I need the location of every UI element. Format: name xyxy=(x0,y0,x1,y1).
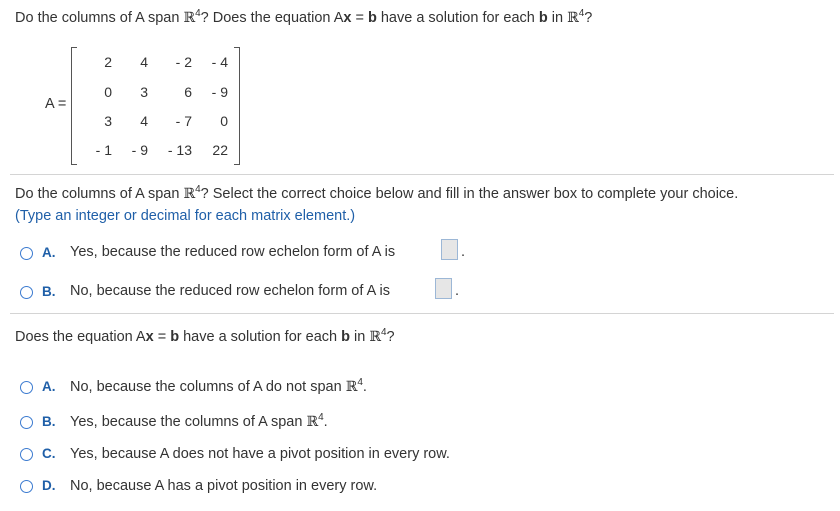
matrix-label: A = xyxy=(45,96,67,112)
choice-letter: D. xyxy=(42,478,56,493)
exponent: 4 xyxy=(578,8,585,19)
part2-prompt-text-3: in xyxy=(349,329,370,345)
matrix-cell: 4 xyxy=(140,113,148,129)
vector-x: x xyxy=(145,329,154,345)
real-numbers-symbol: ℝ xyxy=(183,186,196,202)
choice-period: . xyxy=(461,244,466,260)
radio-button[interactable] xyxy=(20,247,33,260)
vector-b: b xyxy=(538,10,548,26)
matrix-cell: - 9 xyxy=(211,84,228,100)
matrix-bracket-right xyxy=(234,47,240,165)
choice-text xyxy=(70,379,367,395)
real-numbers-symbol: ℝ xyxy=(369,329,381,345)
choice-letter: B. xyxy=(42,414,56,429)
part2-prompt-text-2: have a solution for each xyxy=(179,329,342,345)
matrix-cell: 0 xyxy=(220,113,228,129)
choice-period: . xyxy=(455,283,460,299)
exponent: 4 xyxy=(380,327,387,338)
section-divider xyxy=(10,313,834,314)
matrix-cell: 3 xyxy=(140,84,148,100)
exponent: 4 xyxy=(195,8,201,19)
part2-prompt xyxy=(15,329,395,345)
vector-b: b xyxy=(170,329,180,345)
question-text-1: Do the columns of A span xyxy=(15,10,184,26)
choice-text: No, because A has a pivot position in every row. xyxy=(70,478,378,494)
matrix-cell: - 7 xyxy=(175,113,192,129)
vector-b: b xyxy=(341,329,350,345)
part1-hint: (Type an integer or decimal for each matrix element.) xyxy=(15,208,356,224)
real-numbers-symbol: ℝ xyxy=(567,10,579,26)
choice-text-main: No, because the columns of A do not span xyxy=(70,379,346,395)
part2-prompt-end: ? xyxy=(386,329,395,345)
choice-letter: C. xyxy=(42,446,56,461)
equals: = xyxy=(153,329,171,345)
matrix-cell: 22 xyxy=(212,142,228,158)
matrix-cell: - 2 xyxy=(175,54,192,70)
choice-text: Yes, because A does not have a pivot position in every row. xyxy=(70,446,450,462)
radio-button[interactable] xyxy=(20,448,33,461)
choice-text: No, because the reduced row echelon form of A is xyxy=(70,283,390,299)
question-title xyxy=(15,10,592,26)
part1-prompt xyxy=(15,186,738,202)
matrix-cell: - 1 xyxy=(95,142,112,158)
choice-text xyxy=(70,414,328,430)
matrix-cell: - 13 xyxy=(167,142,192,158)
matrix-cell: 3 xyxy=(104,113,112,129)
part1-prompt-text-2: ? Select the correct choice below and fill in the answer box to complete your choice. xyxy=(200,186,739,202)
question-end: ? xyxy=(584,10,593,26)
exponent: 4 xyxy=(357,377,363,388)
matrix-bracket-left xyxy=(71,47,77,165)
equals: = xyxy=(351,10,368,26)
choice-text-main: Yes, because the columns of A span xyxy=(70,414,307,430)
part2-prompt-text: Does the equation A xyxy=(15,329,146,345)
answer-box[interactable] xyxy=(441,239,458,260)
vector-b: b xyxy=(367,10,377,26)
choice-letter: A. xyxy=(42,245,56,260)
matrix-cell: 0 xyxy=(104,84,112,100)
radio-button[interactable] xyxy=(20,381,33,394)
exponent: 4 xyxy=(318,412,324,423)
choice-letter: A. xyxy=(42,379,56,394)
radio-button[interactable] xyxy=(20,286,33,299)
exponent: 4 xyxy=(195,184,201,195)
matrix-cell: 4 xyxy=(140,54,148,70)
answer-box[interactable] xyxy=(435,278,452,299)
matrix-a xyxy=(71,47,240,164)
question-text-3: have a solution for each xyxy=(376,10,539,26)
part1-prompt-text: Do the columns of A span xyxy=(15,186,184,202)
radio-button[interactable] xyxy=(20,480,33,493)
matrix-cell: - 9 xyxy=(131,142,148,158)
question-text-2: ? Does the equation A xyxy=(200,10,344,26)
choice-text: Yes, because the reduced row echelon form of A is xyxy=(70,244,396,260)
choice-letter: B. xyxy=(42,284,56,299)
matrix-cell: 2 xyxy=(104,54,112,70)
matrix-cell: - 4 xyxy=(211,54,228,70)
real-numbers-symbol: ℝ xyxy=(345,379,358,395)
radio-button[interactable] xyxy=(20,416,33,429)
choice-period: . xyxy=(362,379,367,395)
real-numbers-symbol: ℝ xyxy=(183,10,196,26)
vector-x: x xyxy=(343,10,352,26)
real-numbers-symbol: ℝ xyxy=(306,414,319,430)
matrix-cell: 6 xyxy=(184,84,192,100)
section-divider xyxy=(10,174,834,175)
choice-period: . xyxy=(323,414,328,430)
question-text-4: in xyxy=(547,10,568,26)
